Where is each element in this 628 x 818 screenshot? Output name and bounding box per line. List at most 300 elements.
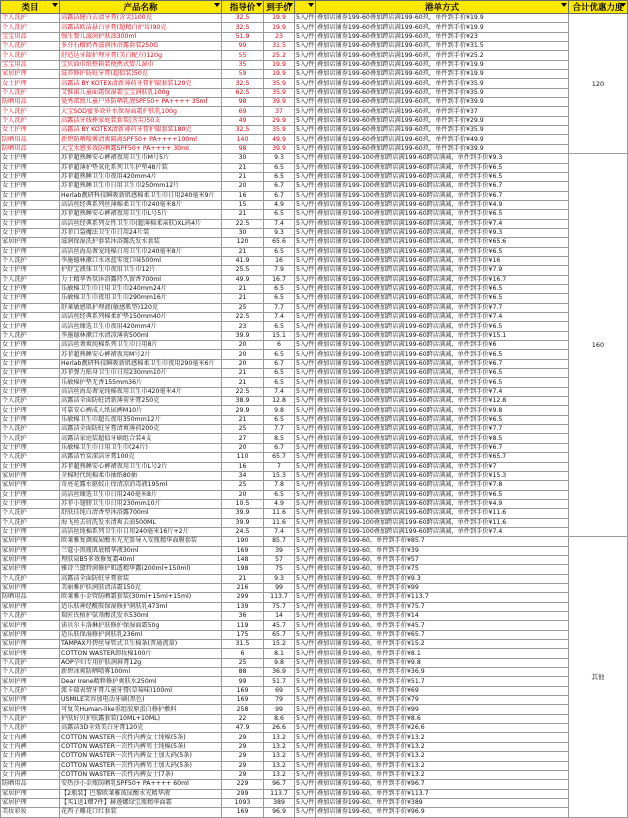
category-cell[interactable]: 个人洗护 xyxy=(1,612,60,621)
product-name-cell[interactable]: 新碧防晒喷雾清爽隔离SPF50+ PA++++100ml xyxy=(60,135,222,144)
method-cell[interactable]: 叠加店铺券199-100叠加跨店满199-60跨店满减，单件到手价¥6.5 xyxy=(316,369,569,378)
method-cell[interactable]: 叠加店铺券199-60，单件到手价¥85.7 xyxy=(316,537,569,546)
final-price-cell[interactable]: 7.4 xyxy=(264,387,295,396)
discount-group-cell[interactable]: 160 xyxy=(569,154,628,537)
product-name-cell[interactable]: 艾惟诺儿童面霜保湿霜宝宝润肤乳100g xyxy=(60,88,222,97)
method-cell[interactable]: 叠加店铺券199-100叠加跨店满199-60跨店满减，单件到手价¥11.6 xyxy=(316,509,569,518)
method-cell[interactable]: 叠加店铺券199-100叠加跨店满199-60跨店满减，单件到手价¥6 xyxy=(316,341,569,350)
method-cell[interactable]: 叠加店铺券199-100叠加跨店满199-60跨店满减，单件到手价¥7 xyxy=(316,462,569,471)
final-price-cell[interactable]: 7 xyxy=(264,462,295,471)
final-price-cell[interactable]: 13.2 xyxy=(264,770,295,779)
guide-price-cell[interactable]: 25 xyxy=(222,303,264,312)
product-name-cell[interactable]: 高露洁全面防蛀清新薄荷牙膏250克 xyxy=(60,397,222,406)
method-cell[interactable]: 叠加店铺券199-60，单件到手价¥13.2 xyxy=(316,733,569,742)
guide-price-cell[interactable]: 110 xyxy=(222,453,264,462)
product-name-cell[interactable]: 苏菲口袋魔法卫生巾日用24片装 xyxy=(60,228,222,237)
guide-price-cell[interactable]: 25.5 xyxy=(222,266,264,275)
method-cell[interactable]: 叠加店铺券199-100叠加跨店满199-60跨店满减，单件到手价¥6.7 xyxy=(316,182,569,191)
guide-price-cell[interactable]: 35 xyxy=(222,60,264,69)
guide-price-cell[interactable]: 22.5 xyxy=(222,313,264,322)
unit-cell[interactable]: 5入/件 xyxy=(296,574,315,582)
guide-price-cell[interactable]: 15 xyxy=(222,200,264,209)
method-cell[interactable]: 叠加店铺券199-100叠加跨店满199-60跨店满减，单件到手价¥9.3 xyxy=(316,228,569,237)
category-cell[interactable]: 女士护理 xyxy=(1,378,60,387)
category-cell[interactable]: 女士内裤 xyxy=(1,761,60,770)
product-name-cell[interactable]: 瑞匠氏植护氨基酸洗发水530ml xyxy=(60,612,222,621)
final-price-cell[interactable]: 51.7 xyxy=(264,677,295,686)
final-price-cell[interactable]: 4.9 xyxy=(264,200,295,209)
category-cell[interactable]: 家居护理 xyxy=(1,621,60,630)
method-cell[interactable]: 叠加店铺券199-60，单件到手价¥8.1 xyxy=(316,649,569,658)
category-cell[interactable]: 个人洗护 xyxy=(1,724,60,733)
guide-price-cell[interactable]: 29 xyxy=(222,761,264,770)
product-name-cell[interactable]: Herlab靓研科技瞬吸新肌感棉柔卫生巾日用240毫米9片 xyxy=(60,191,222,200)
guide-price-cell[interactable]: 29 xyxy=(222,770,264,779)
unit-cell[interactable]: 5入/件 xyxy=(296,425,315,433)
unit-cell[interactable]: 5入/件 xyxy=(296,275,315,283)
header-category[interactable]: 类目 xyxy=(1,1,60,14)
unit-cell[interactable]: 5入/件 xyxy=(296,462,315,470)
method-cell[interactable]: 叠加店铺券199-60叠加跨店满199-60玖，单件到手价¥29.9 xyxy=(316,116,569,125)
method-cell[interactable]: 叠加店铺券199-60，单件到手价¥75 xyxy=(316,565,569,574)
unit-cell[interactable]: 5入/件 xyxy=(296,780,315,788)
unit-cell[interactable]: 5入/件 xyxy=(296,144,315,152)
method-cell[interactable]: 叠加店铺券199-60叠加跨店满199-60玖，单件到手价¥35.9 xyxy=(316,126,569,135)
unit-cell[interactable]: 5入/件 xyxy=(296,397,315,405)
unit-cell[interactable]: 5入/件 xyxy=(296,677,315,685)
final-price-cell[interactable]: 15.3 xyxy=(264,471,295,480)
method-cell[interactable]: 叠加店铺券199-60叠加跨店满199-60玖，单件到手价¥25.2 xyxy=(316,51,569,60)
guide-price-cell[interactable]: 169 xyxy=(222,808,264,817)
final-price-cell[interactable]: 69 xyxy=(264,686,295,695)
method-cell[interactable]: 叠加店铺券199-100叠加跨店满199-60跨店满减，单件到手价¥6.5 xyxy=(316,415,569,424)
product-name-cell[interactable]: COTTON WASTER一次性内裤女士(7条) xyxy=(60,770,222,779)
product-name-cell[interactable]: 苏菲超熟睡卫生巾夜用420mm4片 xyxy=(60,172,222,181)
guide-price-cell[interactable]: 16 xyxy=(222,191,264,200)
category-cell[interactable]: 女士护理 xyxy=(1,172,60,181)
method-cell[interactable]: 叠加店铺券199-100叠加跨店满199-60跨店满减，单件到手价¥6.5 xyxy=(316,294,569,303)
unit-cell[interactable]: 5入/件 xyxy=(296,415,315,423)
unit-cell[interactable]: 5入/件 xyxy=(296,500,315,508)
unit-cell[interactable]: 5入/件 xyxy=(296,107,315,115)
method-cell[interactable]: 叠加店铺券199-100叠加跨店满199-60跨店满减，单件到手价¥4.9 xyxy=(316,499,569,508)
product-name-cell[interactable]: 护舒宝液体卫生巾夜用卫生巾12片 xyxy=(60,266,222,275)
guide-price-cell[interactable]: 216 xyxy=(222,583,264,592)
method-cell[interactable]: 叠加店铺券199-100叠加跨店满199-60跨店满减，单件到手价¥6.5 xyxy=(316,490,569,499)
method-cell[interactable]: 叠加店铺券199-100叠加跨店满199-60跨店满减，单件到手价¥12.8 xyxy=(316,397,569,406)
method-cell[interactable]: 叠加店铺券199-60，单件到手价¥96.9 xyxy=(316,808,569,817)
guide-price-cell[interactable]: 16 xyxy=(222,462,264,471)
product-name-cell[interactable]: 奇亮花露水驱蚊止痒清凉消毒液195ml xyxy=(60,481,222,490)
unit-cell[interactable]: 5入/件 xyxy=(296,799,315,807)
unit-cell[interactable]: 5入/件 xyxy=(296,60,315,68)
guide-price-cell[interactable]: 30 xyxy=(222,154,264,163)
product-name-cell[interactable]: 多芬石榴奶香滋润沐浴露套装250G xyxy=(60,42,222,51)
unit-cell[interactable]: 5入/件 xyxy=(296,331,315,339)
category-cell[interactable]: 女士护理 xyxy=(1,322,60,331)
guide-price-cell[interactable]: 169 xyxy=(222,696,264,705)
final-price-cell[interactable]: 39 xyxy=(264,546,295,555)
method-cell[interactable]: 叠加店铺券199-60，单件到手价¥51.7 xyxy=(316,677,569,686)
category-cell[interactable]: 女士护理 xyxy=(1,443,60,452)
category-cell[interactable]: 女士护理 xyxy=(1,247,60,256)
product-name-cell[interactable]: 高露洁 BY KOTEX清新薄荷牙膏护龈套装180克 xyxy=(60,126,222,135)
guide-price-cell[interactable]: 21 xyxy=(222,574,264,583)
product-name-cell[interactable]: 乐敏棉卫生巾日用卫生巾(24片) xyxy=(60,443,222,452)
guide-price-cell[interactable]: 190 xyxy=(222,537,264,546)
final-price-cell[interactable]: 35.9 xyxy=(264,88,295,97)
final-price-cell[interactable]: 6.5 xyxy=(264,490,295,499)
guide-price-cell[interactable]: 21 xyxy=(222,247,264,256)
product-name-cell[interactable]: 高洁丝海岛奢宠纯棉夜用卫生巾420毫米4片 xyxy=(60,387,222,396)
guide-price-cell[interactable]: 47.9 xyxy=(222,724,264,733)
guide-price-cell[interactable]: 169 xyxy=(222,546,264,555)
category-cell[interactable]: 家居护理 xyxy=(1,705,60,714)
method-cell[interactable]: 叠加店铺券199-100叠加跨店满199-60跨店满减，单件到手价¥6.5 xyxy=(316,163,569,172)
category-cell[interactable]: 家居护理 xyxy=(1,696,60,705)
method-cell[interactable]: 叠加店铺券199-60叠加跨店满199-60玖，单件到手价¥39.9 xyxy=(316,144,569,153)
category-cell[interactable]: 防晒用品 xyxy=(1,144,60,153)
unit-cell[interactable]: 5入/件 xyxy=(296,668,315,676)
category-cell[interactable]: 个人洗护 xyxy=(1,275,60,284)
unit-cell[interactable]: 5入/件 xyxy=(296,126,315,134)
category-cell[interactable]: 个人洗护 xyxy=(1,331,60,340)
guide-price-cell[interactable]: 25 xyxy=(222,658,264,667)
category-cell[interactable]: 个人洗护 xyxy=(1,107,60,116)
method-cell[interactable]: 叠加店铺券199-60叠加跨店满199-60玖，单件到手价¥19.9 xyxy=(316,70,569,79)
category-cell[interactable]: 女士护理 xyxy=(1,154,60,163)
category-cell[interactable]: 宝宝用品 xyxy=(1,60,60,69)
guide-price-cell[interactable]: 39.9 xyxy=(222,331,264,340)
guide-price-cell[interactable]: 29 xyxy=(222,733,264,742)
category-cell[interactable]: 个人洗护 xyxy=(1,574,60,583)
unit-cell[interactable]: 5入/件 xyxy=(296,509,315,517)
final-price-cell[interactable]: 75 xyxy=(264,565,295,574)
final-price-cell[interactable]: 7.4 xyxy=(264,527,295,536)
category-cell[interactable]: 女士内裤 xyxy=(1,752,60,761)
product-name-cell[interactable]: 高洁丝经典系列丝薄棉柔卫生巾240毫米8片 xyxy=(60,200,222,209)
method-cell[interactable]: 叠加店铺券199-100叠加跨店满199-60跨店满减，单件到手价¥6.5 xyxy=(316,284,569,293)
unit-cell[interactable]: 5入/件 xyxy=(296,350,315,358)
category-cell[interactable]: 女士护理 xyxy=(1,284,60,293)
method-cell[interactable]: 叠加店铺券199-60，单件到手价¥96.7 xyxy=(316,780,569,789)
category-cell[interactable]: 个人洗护 xyxy=(1,42,60,51)
filter-dropdown-icon[interactable] xyxy=(287,3,293,7)
unit-cell[interactable]: 5入/件 xyxy=(296,359,315,367)
header-discount[interactable]: 合计优惠力度 xyxy=(569,1,628,14)
product-name-cell[interactable]: AOP孕妇专用护肤润唇膏12g xyxy=(60,658,222,667)
unit-cell[interactable]: 5入/件 xyxy=(296,163,315,171)
category-cell[interactable]: 个人洗护 xyxy=(1,51,60,60)
unit-cell[interactable]: 5入/件 xyxy=(296,14,315,22)
guide-price-cell[interactable]: 148 xyxy=(222,555,264,564)
product-name-cell[interactable]: 【2瓶装】巴黎欧莱雅玻尿酸水光精华液 xyxy=(60,789,222,798)
guide-price-cell[interactable]: 169 xyxy=(222,686,264,695)
category-cell[interactable]: 家居护理 xyxy=(1,537,60,546)
final-price-cell[interactable]: 31.5 xyxy=(264,42,295,51)
product-name-cell[interactable]: Dear Irene精粹修护爽肤水250ml xyxy=(60,677,222,686)
category-cell[interactable]: 女士护理 xyxy=(1,490,60,499)
guide-price-cell[interactable]: 229 xyxy=(222,780,264,789)
method-cell[interactable]: 叠加店铺券199-60，单件到手价¥113.7 xyxy=(316,789,569,798)
guide-price-cell[interactable]: 32.5 xyxy=(222,79,264,88)
method-cell[interactable]: 叠加店铺券199-60叠加跨店满199-60玖，单件到手价¥37 xyxy=(316,107,569,116)
method-cell[interactable]: 叠加店铺券199-60叠加跨店满199-60玖，单件到手价¥23 xyxy=(316,32,569,41)
final-price-cell[interactable]: 99 xyxy=(264,583,295,592)
guide-price-cell[interactable]: 22.5 xyxy=(222,219,264,228)
category-cell[interactable]: 女士护理 xyxy=(1,341,60,350)
filter-dropdown-icon[interactable] xyxy=(256,3,262,7)
product-name-cell[interactable]: COTTON WASTER一次性内裤女士加大码(5条) xyxy=(60,752,222,761)
product-name-cell[interactable]: 可靠安心裤成人纸尿裤M10片 xyxy=(60,406,222,415)
guide-price-cell[interactable]: 21 xyxy=(222,294,264,303)
category-cell[interactable]: 个人洗护 xyxy=(1,509,60,518)
final-price-cell[interactable]: 6.7 xyxy=(264,359,295,368)
guide-price-cell[interactable]: 10.5 xyxy=(222,499,264,508)
product-name-cell[interactable]: 舒肤佳纯白清香型沐浴露700ml xyxy=(60,509,222,518)
final-price-cell[interactable]: 6.5 xyxy=(264,369,295,378)
unit-cell[interactable]: 5入/件 xyxy=(296,285,315,293)
unit-cell[interactable]: 5入/件 xyxy=(296,257,315,265)
category-cell[interactable]: 个人洗护 xyxy=(1,23,60,32)
method-cell[interactable]: 叠加店铺券199-100叠加跨店满199-60跨店满减，单件到手价¥65.6 xyxy=(316,238,569,247)
guide-price-cell[interactable]: 29 xyxy=(222,742,264,751)
final-price-cell[interactable]: 45.7 xyxy=(264,621,295,630)
guide-price-cell[interactable]: 20 xyxy=(222,359,264,368)
final-price-cell[interactable]: 26.6 xyxy=(264,724,295,733)
unit-cell[interactable]: 5入/件 xyxy=(296,621,315,629)
product-name-cell[interactable]: 高露洁全面防蛀牙膏套装 xyxy=(60,574,222,583)
product-name-cell[interactable]: 新碧冰爽防晒喷雾100ml xyxy=(60,668,222,677)
product-name-cell[interactable]: 高洁丝臻选卫生巾夜用420mm4片 xyxy=(60,322,222,331)
method-cell[interactable]: 叠加店铺券199-100叠加跨店满199-60跨店满减，单件到手价¥6.5 xyxy=(316,350,569,359)
method-cell[interactable]: 叠加店铺券199-100叠加跨店满199-60跨店满减，单件到手价¥9.8 xyxy=(316,406,569,415)
product-name-cell[interactable]: 护肤好贝护肤露套装(10ML+10ML) xyxy=(60,714,222,723)
product-name-cell[interactable]: 【买1送1赠7件】赫莲娜绿宝瓶精华面霜 xyxy=(60,798,222,807)
category-cell[interactable]: 女士内裤 xyxy=(1,733,60,742)
unit-cell[interactable]: 5入/件 xyxy=(296,266,315,274)
unit-cell[interactable]: 5入/件 xyxy=(296,696,315,704)
final-price-cell[interactable]: 9.3 xyxy=(264,154,295,163)
unit-cell[interactable]: 5入/件 xyxy=(296,761,315,769)
final-price-cell[interactable]: 35.9 xyxy=(264,126,295,135)
unit-cell[interactable]: 5入/件 xyxy=(296,556,315,564)
product-name-cell[interactable]: 乐敏棉卫生巾超长夜用350mm12片 xyxy=(60,415,222,424)
category-cell[interactable]: 家居护理 xyxy=(1,555,60,564)
unit-cell[interactable]: 5入/件 xyxy=(296,341,315,349)
unit-cell[interactable]: 5入/件 xyxy=(296,742,315,750)
product-name-cell[interactable]: Herlab靓研科技瞬吸新肌感棉柔卫生巾夜用290毫米6片 xyxy=(60,359,222,368)
unit-cell[interactable]: 5入/件 xyxy=(296,808,315,816)
category-cell[interactable]: 女士护理 xyxy=(1,350,60,359)
category-cell[interactable]: 家居护理 xyxy=(1,630,60,639)
product-name-cell[interactable]: 高露洁欧洁悬白牙膏(超精白护齿)90克 xyxy=(60,23,222,32)
final-price-cell[interactable]: 49.9 xyxy=(264,135,295,144)
unit-cell[interactable]: 5入/件 xyxy=(296,752,315,760)
final-price-cell[interactable]: 7.8 xyxy=(264,481,295,490)
category-cell[interactable]: 家居护理 xyxy=(1,70,60,79)
product-name-cell[interactable]: 李施德林漱口水冰蓝零度口味500ml xyxy=(60,256,222,265)
unit-cell[interactable]: 5入/件 xyxy=(296,219,315,227)
unit-cell[interactable]: 5入/件 xyxy=(296,472,315,480)
method-cell[interactable]: 叠加店铺券199-60，单件到手价¥36.9 xyxy=(316,668,569,677)
method-cell[interactable]: 叠加店铺券199-60，单件到手价¥75.7 xyxy=(316,602,569,611)
final-price-cell[interactable]: 9.3 xyxy=(264,228,295,237)
unit-cell[interactable]: 5入/件 xyxy=(296,182,315,190)
method-cell[interactable]: 叠加店铺券199-60，单件到手价¥57 xyxy=(316,555,569,564)
filter-dropdown-icon[interactable] xyxy=(214,3,220,7)
product-name-cell[interactable]: 舒适达牙龈护理牙膏(美白配方)120g xyxy=(60,51,222,60)
final-price-cell[interactable]: 6.5 xyxy=(264,172,295,181)
guide-price-cell[interactable]: 258 xyxy=(222,705,264,714)
final-price-cell[interactable]: 7.7 xyxy=(264,425,295,434)
discount-group-cell[interactable]: 120 xyxy=(569,14,628,154)
category-cell[interactable]: 家居护理 xyxy=(1,583,60,592)
header-method[interactable]: 港单方式 xyxy=(316,1,569,14)
guide-price-cell[interactable]: 59 xyxy=(222,70,264,79)
product-name-cell[interactable]: TAMPAX丹碧丝导管式卫生棉条(普通流量) xyxy=(60,640,222,649)
guide-price-cell[interactable]: 23 xyxy=(222,322,264,331)
final-price-cell[interactable]: 19.9 xyxy=(264,60,295,69)
method-cell[interactable]: 叠加店铺券199-60，单件到手价¥15.2 xyxy=(316,640,569,649)
method-cell[interactable]: 叠加店铺券199-100叠加跨店满199-60跨店满减，单件到手价¥9.3 xyxy=(316,154,569,163)
final-price-cell[interactable]: 16 xyxy=(264,256,295,265)
category-cell[interactable]: 家居护理 xyxy=(1,471,60,480)
product-name-cell[interactable]: 高露洁 BY KOTEX清新薄荷牙膏护龈套装120克 xyxy=(60,79,222,88)
product-name-cell[interactable]: 高洁丝奢爽纯棉系列卫生巾日用8片 xyxy=(60,341,222,350)
guide-price-cell[interactable]: 20 xyxy=(222,443,264,452)
unit-cell[interactable]: 5入/件 xyxy=(296,593,315,601)
category-cell[interactable]: 女士护理 xyxy=(1,126,60,135)
product-name-cell[interactable]: 苏菲弹力贴身卫生巾日用230mm10片 xyxy=(60,369,222,378)
unit-cell[interactable]: 5入/件 xyxy=(296,602,315,610)
category-cell[interactable]: 家居护理 xyxy=(1,546,60,555)
method-cell[interactable]: 叠加店铺券199-100叠加跨店满199-60跨店满减，单件到手价¥11.6 xyxy=(316,518,569,527)
product-name-cell[interactable]: 苏菲超熟睡安心裤裙夜用卫生巾L号5片 xyxy=(60,210,222,219)
category-cell[interactable]: 防晒用品 xyxy=(1,593,60,602)
header-unit[interactable] xyxy=(295,1,316,14)
category-cell[interactable]: 女士护理 xyxy=(1,182,60,191)
guide-price-cell[interactable]: 1093 xyxy=(222,798,264,807)
method-cell[interactable]: 叠加店铺券199-60叠加跨店满199-60玖，单件到手价¥49.9 xyxy=(316,135,569,144)
category-cell[interactable]: 家居护理 xyxy=(1,649,60,658)
method-cell[interactable]: 叠加店铺券199-60，单件到手价¥39 xyxy=(316,546,569,555)
guide-price-cell[interactable]: 55 xyxy=(222,51,264,60)
method-cell[interactable]: 叠加店铺券199-60，单件到手价¥69 xyxy=(316,686,569,695)
product-name-cell[interactable]: 苏菲超熟睡安心裤裙夜用M号2片 xyxy=(60,350,222,359)
guide-price-cell[interactable]: 24.5 xyxy=(222,527,264,536)
final-price-cell[interactable]: 7.4 xyxy=(264,219,295,228)
guide-price-cell[interactable]: 98 xyxy=(222,144,264,153)
category-cell[interactable]: 家居护理 xyxy=(1,798,60,807)
final-price-cell[interactable]: 96.7 xyxy=(264,780,295,789)
product-name-cell[interactable]: 曼秀雷敦儿童户外防晒乳液SPF50+ PA++++ 35ml xyxy=(60,98,222,107)
category-cell[interactable]: 个人洗护 xyxy=(1,686,60,695)
unit-cell[interactable]: 5入/件 xyxy=(296,640,315,648)
guide-price-cell[interactable]: 175 xyxy=(222,630,264,639)
final-price-cell[interactable]: 65.7 xyxy=(264,630,295,639)
product-name-cell[interactable]: 强生婴儿滋润护肤油300ml xyxy=(60,32,222,41)
category-cell[interactable]: 防晒用品 xyxy=(1,98,60,107)
method-cell[interactable]: 叠加店铺券199-100叠加跨店满199-60跨店满减，单件到手价¥6.5 xyxy=(316,172,569,181)
unit-cell[interactable]: 5入/件 xyxy=(296,322,315,330)
method-cell[interactable]: 叠加店铺券199-60，单件到手价¥14 xyxy=(316,612,569,621)
category-cell[interactable]: 家居护理 xyxy=(1,481,60,490)
unit-cell[interactable]: 5入/件 xyxy=(296,733,315,741)
unit-cell[interactable]: 5入/件 xyxy=(296,173,315,181)
product-name-cell[interactable]: 派卡瑞表情牙膏儿童牙膏(草莓味)100ml xyxy=(60,686,222,695)
unit-cell[interactable]: 5入/件 xyxy=(296,42,315,50)
guide-price-cell[interactable]: 21 xyxy=(222,284,264,293)
filter-dropdown-icon[interactable] xyxy=(308,3,314,7)
product-name-cell[interactable]: 美丽雅护肤润肤清洁霜150克 xyxy=(60,583,222,592)
unit-cell[interactable]: 5入/件 xyxy=(296,135,315,143)
filter-dropdown-icon[interactable] xyxy=(620,3,626,7)
product-name-cell[interactable]: 乐敏棉卫生巾夜用卫生巾290mm16片 xyxy=(60,294,222,303)
header-product[interactable]: 产品名称 xyxy=(60,1,222,14)
category-cell[interactable]: 女士护理 xyxy=(1,163,60,172)
method-cell[interactable]: 叠加店铺券199-100叠加跨店满199-60跨店满减，单件到手价¥15.1 xyxy=(316,331,569,340)
method-cell[interactable]: 叠加店铺券199-100叠加跨店满199-60跨店满减，单件到手价¥6.7 xyxy=(316,191,569,200)
final-price-cell[interactable]: 6.5 xyxy=(264,210,295,219)
final-price-cell[interactable]: 6.5 xyxy=(264,284,295,293)
final-price-cell[interactable]: 96.9 xyxy=(264,808,295,817)
final-price-cell[interactable]: 19.9 xyxy=(264,70,295,79)
unit-cell[interactable]: 5入/件 xyxy=(296,630,315,638)
category-cell[interactable]: 家居护理 xyxy=(1,640,60,649)
final-price-cell[interactable]: 113.7 xyxy=(264,593,295,602)
guide-price-cell[interactable]: 25 xyxy=(222,425,264,434)
category-cell[interactable]: 个人洗护 xyxy=(1,518,60,527)
filter-dropdown-icon[interactable] xyxy=(561,3,567,7)
product-name-cell[interactable]: 高露洁家庭装超值牙刷组合装4支 xyxy=(60,434,222,443)
product-name-cell[interactable]: 高露洁牙线棒家庭装套装(含尖)50支 xyxy=(60,116,222,125)
category-cell[interactable]: 家居护理 xyxy=(1,677,60,686)
final-price-cell[interactable]: 37 xyxy=(264,107,295,116)
final-price-cell[interactable]: 11.6 xyxy=(264,518,295,527)
unit-cell[interactable]: 5入/件 xyxy=(296,154,315,162)
category-cell[interactable]: 女士护理 xyxy=(1,294,60,303)
product-name-cell[interactable]: 高露洁3D全效美白牙膏120克 xyxy=(60,724,222,733)
final-price-cell[interactable]: 39.9 xyxy=(264,98,295,107)
category-cell[interactable]: 女士护理 xyxy=(1,369,60,378)
method-cell[interactable]: 叠加店铺券199-60，单件到手价¥26.6 xyxy=(316,724,569,733)
final-price-cell[interactable]: 6.5 xyxy=(264,415,295,424)
unit-cell[interactable]: 5入/件 xyxy=(296,201,315,209)
product-name-cell[interactable]: COTTON WASTER一次性内裤男士纯棉(5条) xyxy=(60,742,222,751)
unit-cell[interactable]: 5入/件 xyxy=(296,724,315,732)
final-price-cell[interactable]: 8.5 xyxy=(264,434,295,443)
final-price-cell[interactable]: 29.9 xyxy=(264,116,295,125)
final-price-cell[interactable]: 7.7 xyxy=(264,303,295,312)
product-name-cell[interactable]: 理肤泉B5多效修复霜40ml xyxy=(60,555,222,564)
guide-price-cell[interactable]: 39.9 xyxy=(222,509,264,518)
category-cell[interactable]: 女士内裤 xyxy=(1,742,60,751)
category-cell[interactable]: 女士护理 xyxy=(1,462,60,471)
guide-price-cell[interactable]: 299 xyxy=(222,789,264,798)
product-name-cell[interactable]: 欧莱雅复颜玻尿酸水光充盈导入安瓶精华面膜套装 xyxy=(60,537,222,546)
category-cell[interactable]: 女士护理 xyxy=(1,527,60,536)
final-price-cell[interactable]: 6.5 xyxy=(264,378,295,387)
guide-price-cell[interactable]: 119 xyxy=(222,621,264,630)
unit-cell[interactable]: 5入/件 xyxy=(296,369,315,377)
product-name-cell[interactable]: 海飞丝去屑洗发水清爽去油500ML xyxy=(60,518,222,527)
final-price-cell[interactable]: 36.9 xyxy=(264,668,295,677)
final-price-cell[interactable]: 6.5 xyxy=(264,294,295,303)
category-cell[interactable]: 女士护理 xyxy=(1,219,60,228)
product-name-cell[interactable]: COTTON WASTER一次性内裤男士加大码(5条) xyxy=(60,761,222,770)
unit-cell[interactable]: 5入/件 xyxy=(296,229,315,237)
